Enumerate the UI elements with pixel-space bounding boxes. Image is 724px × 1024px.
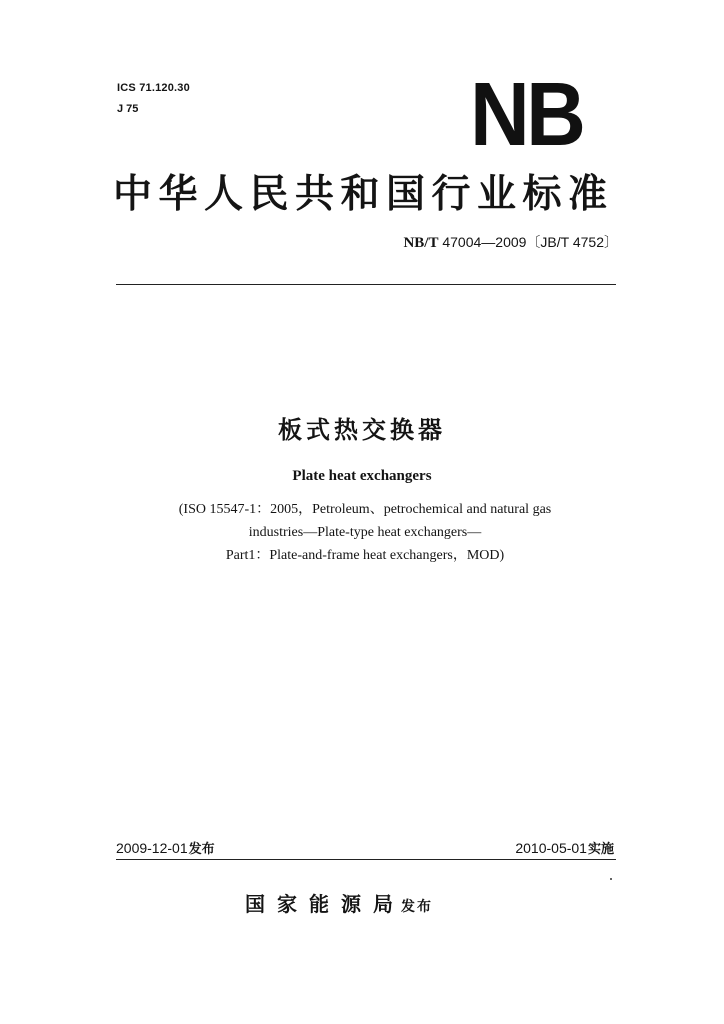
publisher-suffix: 发布 (401, 899, 433, 915)
adoption-statement (0, 498, 724, 567)
top-divider (116, 284, 616, 285)
standard-number-rest: 47004—2009〔JB/T 4752〕 (438, 234, 618, 250)
standard-number-prefix: NB/T (403, 235, 439, 251)
implementation-date (515, 838, 614, 857)
classification-code: J 75 (117, 103, 139, 115)
document-title-en: Plate heat exchangers (292, 468, 432, 484)
issue-date (116, 838, 215, 857)
ics-code: ICS 71.120.30 (117, 82, 190, 94)
standard-number (403, 232, 618, 252)
document-title-cn: 板式热交换器 (278, 416, 446, 444)
adoption-line: Part1：Plate-and-frame heat exchangers，MOD) (225, 548, 505, 563)
adoption-line: industries—Plate-type heat exchangers— (248, 525, 482, 540)
issue-date-value: 2009-12-01 (116, 840, 188, 856)
standard-category-title: 中华人民共和国行业标准 (113, 171, 614, 217)
publisher-name: 国家能源局 (245, 892, 405, 916)
implementation-date-value: 2010-05-01 (515, 840, 587, 856)
bottom-divider (116, 859, 616, 860)
issue-date-label: 发布 (188, 842, 215, 857)
adoption-line: (ISO 15547-1：2005，Petroleum、petrochemical and natural gas (178, 502, 552, 517)
implementation-date-label: 实施 (587, 842, 614, 857)
publisher (245, 888, 433, 917)
scan-speck (610, 878, 612, 880)
nb-logo: NB (470, 65, 583, 165)
